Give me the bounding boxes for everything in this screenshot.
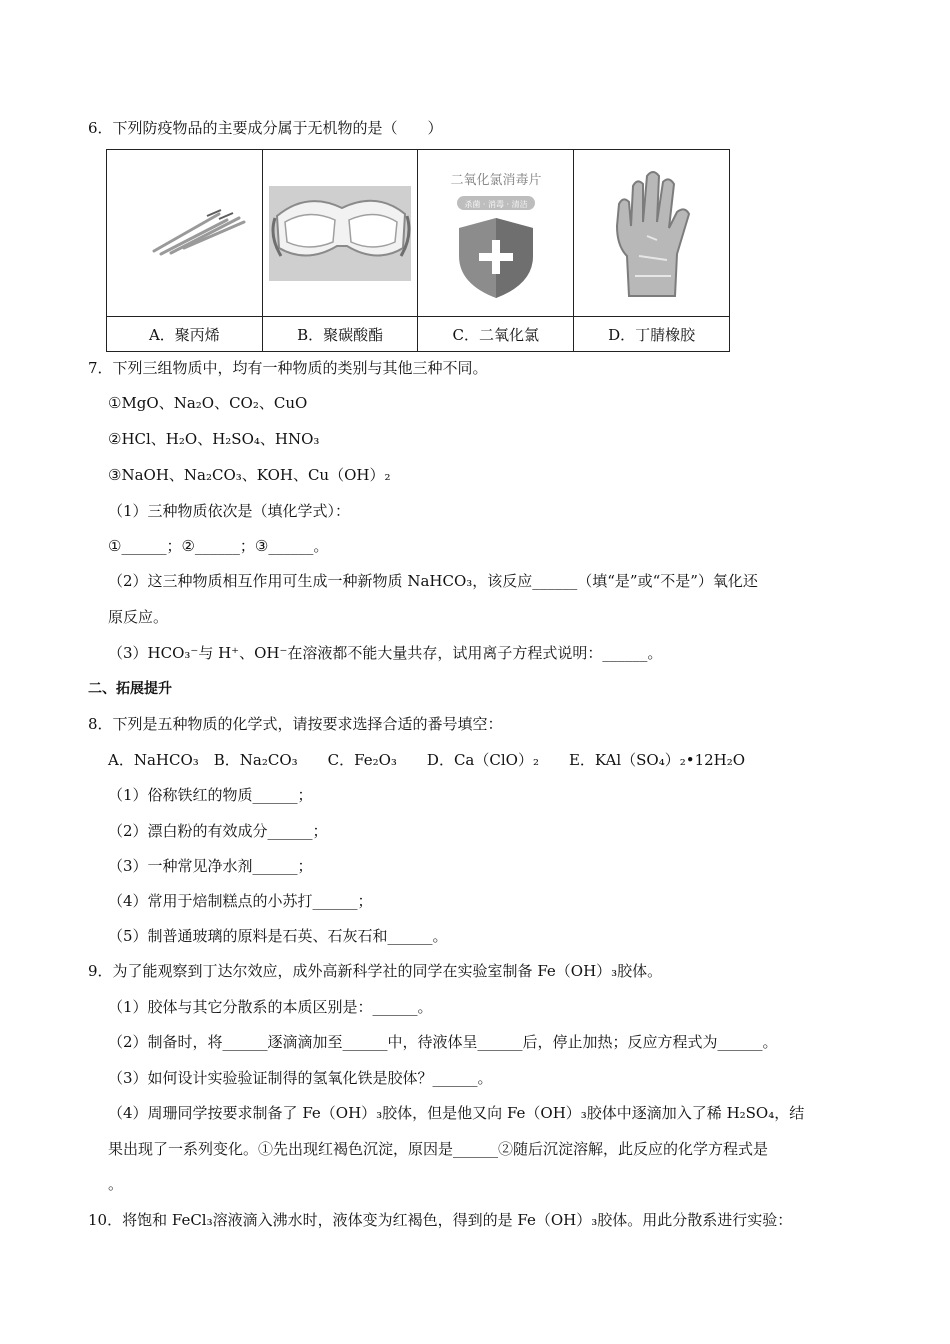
q10-stem: 10．将饱和 FeCl₃溶液滴入沸水时，液体变为红褐色，得到的是 Fe（OH）₃胶体。用此分散系进行实验： [88, 1211, 793, 1229]
q7-part-2: （2）这三种物质相互作用可生成一种新物质 NaHCO₃，该反应______（填“是”或“不是”）氧化还 [108, 572, 758, 590]
q7-part-3: （3）HCO₃⁻与 H⁺、OH⁻在溶液都不能大量共存，试用离子方程式说明：______。 [108, 644, 663, 662]
q7-group-1: ①MgO、Na₂O、CO₂、CuO [108, 394, 308, 412]
q8-part-4: （4）常用于焙制糕点的小苏打______； [108, 892, 373, 910]
option-c-image-cell [418, 150, 574, 317]
q7-part-1: （1）三种物质依次是（填化学式）： [108, 502, 351, 520]
q9-part-4-end: 。 [108, 1175, 124, 1193]
option-b-label: B．聚碳酸酯 [262, 317, 418, 352]
option-d-image-cell [574, 150, 730, 317]
q9-stem: 9．为了能观察到丁达尔效应，成外高新科学社的同学在实验室制备 Fe（OH）₃胶体。 [88, 962, 663, 980]
q7-part-1-blanks: ①______；②______；③______。 [108, 537, 329, 555]
rubber-glove-icon [577, 156, 727, 306]
q7-stem: 7．下列三组物质中，均有一种物质的类别与其他三种不同。 [88, 359, 488, 377]
q8-part-2: （2）漂白粉的有效成分______； [108, 822, 328, 840]
syringe-sticks-icon [109, 156, 259, 306]
q8-choices: A．NaHCO₃ B．Na₂CO₃ C．Fe₂O₃ D．Ca（ClO）₂ E．KAl（SO₄）₂•12H₂O [108, 751, 746, 769]
q6-options-table [106, 149, 730, 352]
q8-part-5: （5）制普通玻璃的原料是石英、石灰石和______。 [108, 927, 448, 945]
disinfectant-package-icon [421, 156, 571, 306]
option-b-image-cell [262, 150, 418, 317]
package-title: 二氧化氯消毒片 [450, 173, 542, 188]
q9-part-1: （1）胶体与其它分散系的本质区别是：______。 [108, 998, 433, 1016]
option-d-label: D．丁腈橡胶 [574, 317, 730, 352]
q8-stem: 8．下列是五种物质的化学式，请按要求选择合适的番号填空： [88, 715, 503, 733]
safety-goggles-icon [267, 156, 413, 306]
option-c-label: C．二氧化氯 [418, 317, 574, 352]
section-heading: 二、拓展提升 [88, 681, 172, 697]
option-a-label: A．聚丙烯 [107, 317, 263, 352]
q8-part-3: （3）一种常见净水剂______； [108, 857, 313, 875]
q9-part-2: （2）制备时，将______逐滴滴加至______中，待液体呈______后，停止加热；反应方程式为______。 [108, 1033, 778, 1051]
package-subtitle: 杀菌 · 消毒 · 清洁 [464, 200, 528, 209]
q9-part-4: （4）周珊同学按要求制备了 Fe（OH）₃胶体，但是他又向 Fe（OH）₃胶体中逐滴加入了稀 H₂SO₄，结 [108, 1104, 805, 1122]
q7-group-2: ②HCl、H₂O、H₂SO₄、HNO₃ [108, 430, 320, 448]
q7-group-3: ③NaOH、Na₂CO₃、KOH、Cu（OH）₂ [108, 466, 391, 484]
q6-stem: 6．下列防疫物品的主要成分属于无机物的是（ ） [88, 119, 443, 137]
option-a-image-cell [107, 150, 263, 317]
q9-part-3: （3）如何设计实验验证制得的氢氧化铁是胶体？______。 [108, 1069, 493, 1087]
q9-part-4-cont: 果出现了一系列变化。①先出现红褐色沉淀，原因是______②随后沉淀溶解，此反应的化学方程式是 [108, 1140, 769, 1158]
q7-part-2-cont: 原反应。 [108, 608, 169, 626]
q8-part-1: （1）俗称铁红的物质______； [108, 786, 313, 804]
